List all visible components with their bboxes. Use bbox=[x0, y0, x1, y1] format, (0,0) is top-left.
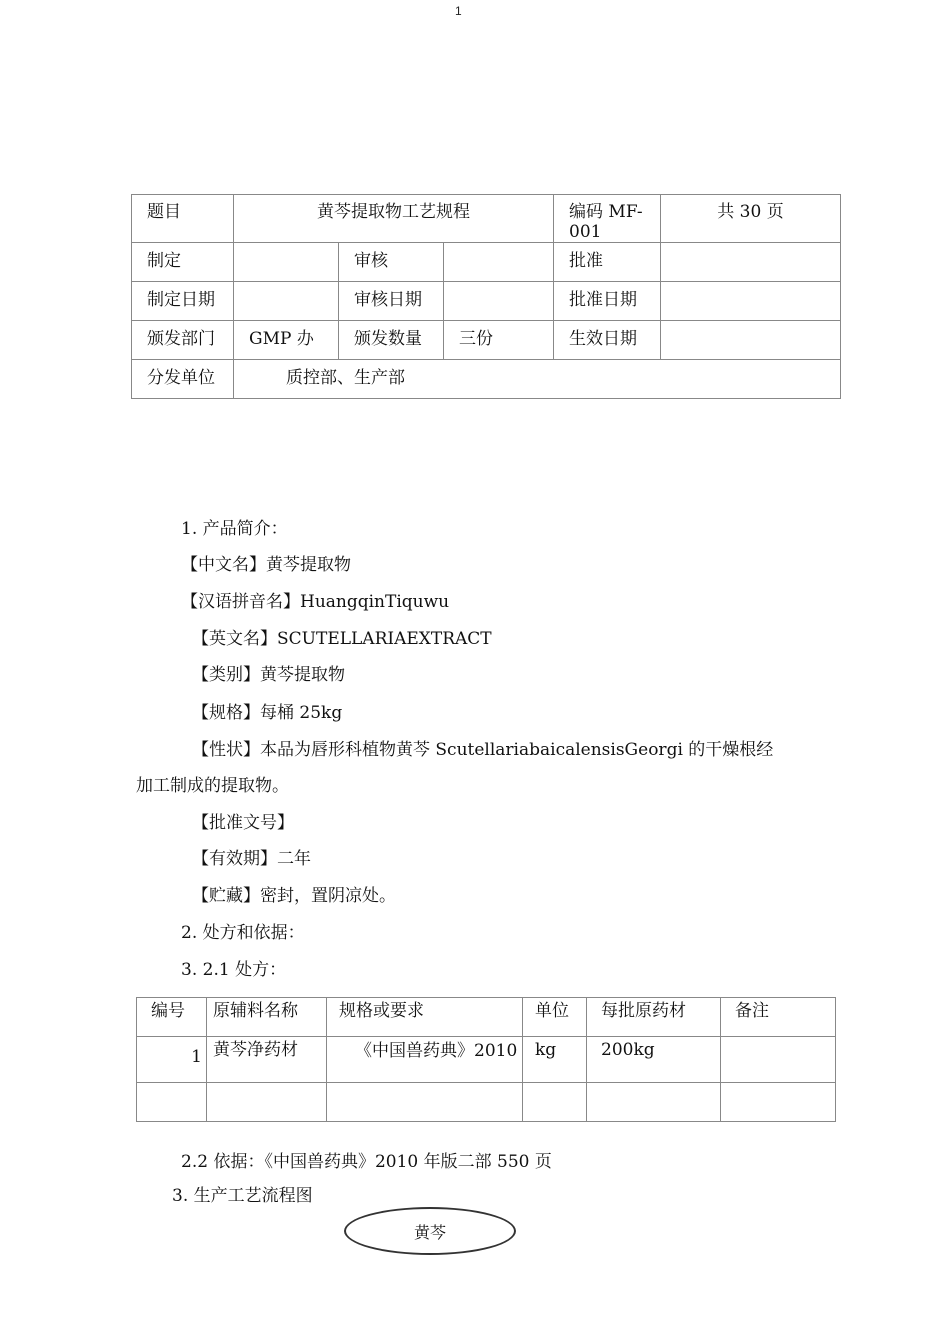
column-header: 单位 bbox=[523, 998, 587, 1037]
prepared-value bbox=[234, 243, 339, 282]
effective-date-label: 生效日期 bbox=[554, 321, 661, 360]
cell-specification bbox=[327, 1037, 523, 1083]
title-label: 题目 bbox=[132, 195, 234, 243]
formula-table bbox=[136, 997, 836, 1122]
document-header-table bbox=[131, 194, 841, 399]
reviewed-value bbox=[444, 243, 554, 282]
category: 【类别】黄芩提取物 bbox=[192, 665, 345, 685]
basis-reference: 2.2 依据：《中国兽药典》2010 年版二部 550 页 bbox=[181, 1152, 552, 1172]
cell-material-name: 黄芩净药材 bbox=[207, 1037, 327, 1083]
issuing-dept-value: GMP 办 bbox=[234, 321, 339, 360]
cell-specification bbox=[327, 1083, 523, 1122]
prepared-date-value bbox=[234, 282, 339, 321]
column-header: 原辅料名称 bbox=[207, 998, 327, 1037]
table-header-row bbox=[137, 998, 836, 1037]
cell-unit bbox=[523, 1083, 587, 1122]
prepared-date-label: 制定日期 bbox=[132, 282, 234, 321]
cell-specification-text: 《中国兽药典》2010 bbox=[355, 1041, 518, 1061]
column-header: 每批原药材 bbox=[587, 998, 721, 1037]
document-code: 编码 MF-001 bbox=[554, 195, 661, 243]
flowchart-start-label: 黄芩 bbox=[413, 1222, 446, 1242]
reviewed-date-label: 审核日期 bbox=[339, 282, 444, 321]
approval-number: 【批准文号】 bbox=[192, 813, 294, 833]
approved-value bbox=[661, 243, 841, 282]
column-header: 备注 bbox=[721, 998, 836, 1037]
document-title: 黄芩提取物工艺规程 bbox=[234, 195, 554, 243]
cell-batch-quantity: 200kg bbox=[587, 1037, 721, 1083]
flowchart-start-node bbox=[344, 1207, 516, 1255]
cell-remarks bbox=[721, 1037, 836, 1083]
total-pages: 共 30 页 bbox=[661, 195, 841, 243]
english-name: 【英文名】SCUTELLARIAEXTRACT bbox=[192, 629, 492, 649]
cell-batch-quantity bbox=[587, 1083, 721, 1122]
distribution-label: 分发单位 bbox=[132, 360, 234, 399]
page-number: 1 bbox=[455, 4, 462, 18]
validity: 【有效期】二年 bbox=[192, 849, 311, 869]
approved-date-label: 批准日期 bbox=[554, 282, 661, 321]
properties-line-1: 【性状】本品为唇形科植物黄芩 ScutellariabaicalensisGeorgi 的干燥根经 bbox=[192, 740, 774, 760]
table-row bbox=[137, 1083, 836, 1122]
prepared-label: 制定 bbox=[132, 243, 234, 282]
reviewed-label: 审核 bbox=[339, 243, 444, 282]
issue-qty-value: 三份 bbox=[444, 321, 554, 360]
section-2-heading: 2. 处方和依据： bbox=[181, 923, 305, 943]
section-1-heading: 1. 产品简介： bbox=[181, 519, 288, 539]
approved-date-value bbox=[661, 282, 841, 321]
pinyin-name: 【汉语拼音名】HuangqinTiquwu bbox=[181, 592, 450, 612]
column-header: 规格或要求 bbox=[327, 998, 523, 1037]
chinese-name: 【中文名】黄芩提取物 bbox=[181, 555, 351, 575]
issue-qty-label: 颁发数量 bbox=[339, 321, 444, 360]
issuing-dept-label: 颁发部门 bbox=[132, 321, 234, 360]
approved-label: 批准 bbox=[554, 243, 661, 282]
cell-unit: kg bbox=[523, 1037, 587, 1083]
effective-date-value bbox=[661, 321, 841, 360]
cell-material-name bbox=[207, 1083, 327, 1122]
properties-line-2: 加工制成的提取物。 bbox=[136, 776, 289, 796]
section-3-heading: 3. 生产工艺流程图 bbox=[172, 1186, 313, 1206]
table-row bbox=[137, 1037, 836, 1083]
section-2-1-heading: 3. 2.1 处方： bbox=[181, 960, 287, 980]
distribution-value: 质控部、生产部 bbox=[234, 360, 841, 399]
reviewed-date-value bbox=[444, 282, 554, 321]
storage: 【贮藏】密封，置阴凉处。 bbox=[192, 886, 396, 906]
cell-remarks bbox=[721, 1083, 836, 1122]
specification: 【规格】每桶 25kg bbox=[192, 703, 343, 723]
column-header: 编号 bbox=[137, 998, 207, 1037]
cell-number: 1 bbox=[137, 1037, 207, 1083]
cell-number bbox=[137, 1083, 207, 1122]
